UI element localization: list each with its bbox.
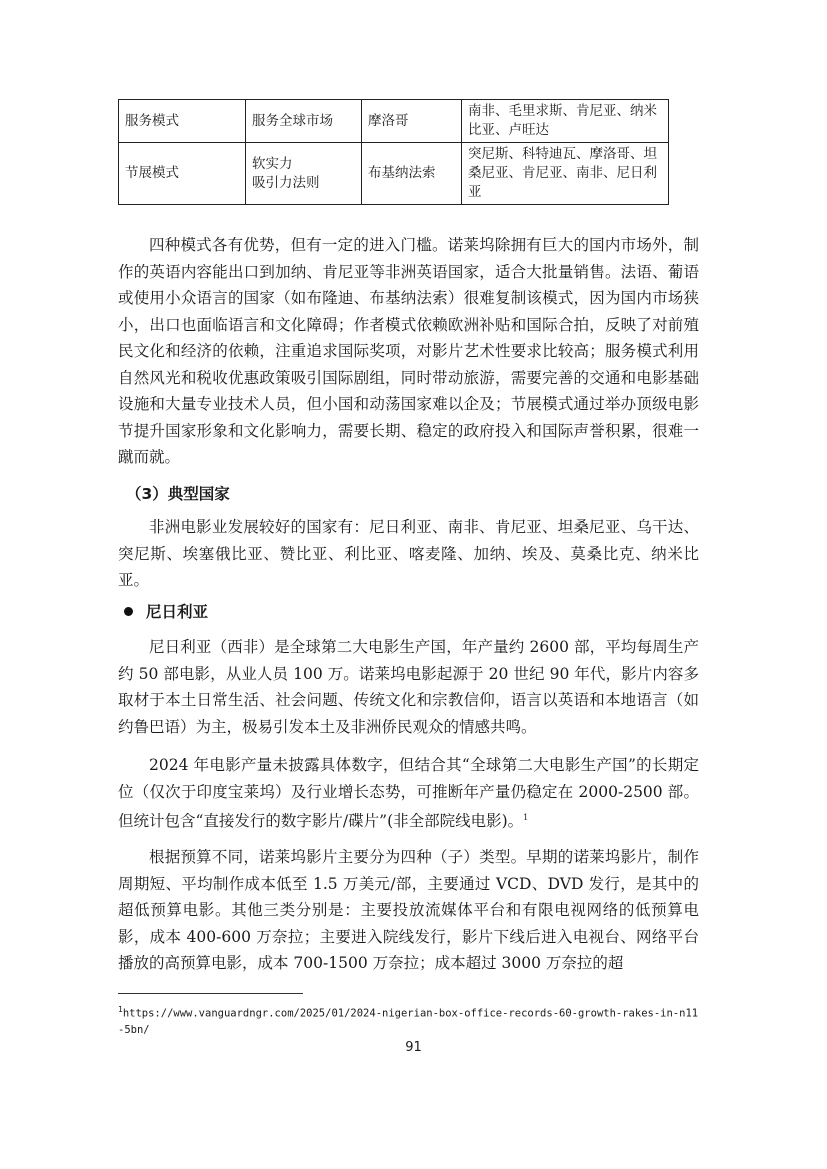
footnote-reference[interactable]: 1 — [523, 813, 529, 822]
table-cell-mode: 节展模式 — [119, 143, 246, 205]
feature-line: 软实力 — [252, 155, 293, 172]
bullet-icon — [124, 607, 133, 616]
table-row — [119, 143, 669, 205]
table-cell-countries: 南非、毛里求斯、肯尼亚、纳米比亚、卢旺达 — [462, 100, 669, 143]
footnote — [118, 1002, 703, 1038]
paragraph-country-list: 非洲电影业发展较好的国家有：尼日利亚、南非、肯尼亚、坦桑尼亚、乌干达、突尼斯、埃塞俄比亚、赞比亚、利比亚、喀麦隆、加纳、埃及、莫桑比克、纳米比亚。 — [118, 518, 699, 589]
bullet-heading — [124, 600, 208, 622]
bullet-title: 尼日利亚 — [146, 603, 209, 621]
table-cell-countries: 突尼斯、科特迪瓦、摩洛哥、坦桑尼亚、肯尼亚、南非、尼日利亚 — [462, 143, 669, 205]
comparison-table — [118, 99, 669, 205]
paragraph-nigeria-budget: 根据预算不同，诺莱坞影片主要分为四种（子）类型。早期的诺莱坞影片，制作周期短、平均制作成本低至 1.5 万美元/部，主要通过 VCD、DVD 发行，是其中的超低预算电影。其他三类分别是：主要投放流媒体平台和有限电视网络的低预算电影，成本 400-600 万奈拉；主要进入院线发行，影片下线后进入电视台、网络平台播放的高预算电影，成本 700-1500 万奈拉；成本超过 3000 万奈拉的超 — [118, 848, 699, 972]
table-cell-example: 摩洛哥 — [362, 100, 462, 143]
feature-line: 吸引力法则 — [252, 174, 320, 191]
footnote-link[interactable]: https://www.vanguardngr.com/2025/01/2024-nigerian-box-office-records-60-growth-rakes-in-n11-5bn/ — [118, 1007, 699, 1036]
paragraph-text: 2024 年电影产量未披露具体数字，但结合其“全球第二大电影生产国”的长期定位（仅次于印度宝莱坞）及行业增长态势，可推断年产量仍稳定在 2000-2500 部。但统计包含“直接发行的数字影片/碟片”(非全部院线电影)。 — [118, 756, 699, 831]
feature-line: 服务全球市场 — [252, 112, 333, 129]
paragraph-nigeria-2024 — [118, 752, 699, 835]
table-cell-mode: 服务模式 — [119, 100, 246, 143]
section-heading-typical-countries: （3）典型国家 — [126, 485, 230, 503]
paragraph-nigeria-intro: 尼日利亚（西非）是全球第二大电影生产国，年产量约 2600 部，平均每周生产约 50 部电影，从业人员 100 万。诺莱坞电影起源于 20 世纪 90 年代，影片内容多取材于本土日常生活、社会问题、传统文化和宗教信仰，语言以英语和本地语言（如约鲁巴语）为主，极易引发本土及非洲侨民观众的情感共鸣。 — [118, 638, 699, 736]
page-number: 91 — [405, 1040, 422, 1055]
footnote-mark: 1 — [118, 1005, 123, 1014]
paragraph-modes-summary: 四种模式各有优势，但有一定的进入门槛。诺莱坞除拥有巨大的国内市场外，制作的英语内容能出口到加纳、肯尼亚等非洲英语国家，适合大批量销售。法语、葡语或使用小众语言的国家（如布隆迪、布基纳法索）很难复制该模式，因为国内市场狭小，出口也面临语言和文化障碍；作者模式依赖欧洲补贴和国际合拍，反映了对前殖民文化和经济的依赖，注重追求国际奖项，对影片艺术性要求比较高；服务模式利用自然风光和税收优惠政策吸引国际剧组，同时带动旅游，需要完善的交通和电影基础设施和大量专业技术人员，但小国和动荡国家难以企及；节展模式通过举办顶级电影节提升国家形象和文化影响力，需要长期、稳定的政府投入和国际声誉积累，很难一蹴而就。 — [118, 236, 699, 466]
table-row — [119, 100, 669, 143]
footnote-divider — [118, 993, 303, 994]
table-cell-feature — [246, 143, 362, 205]
table-cell-feature — [246, 100, 362, 143]
table-cell-example: 布基纳法索 — [362, 143, 462, 205]
